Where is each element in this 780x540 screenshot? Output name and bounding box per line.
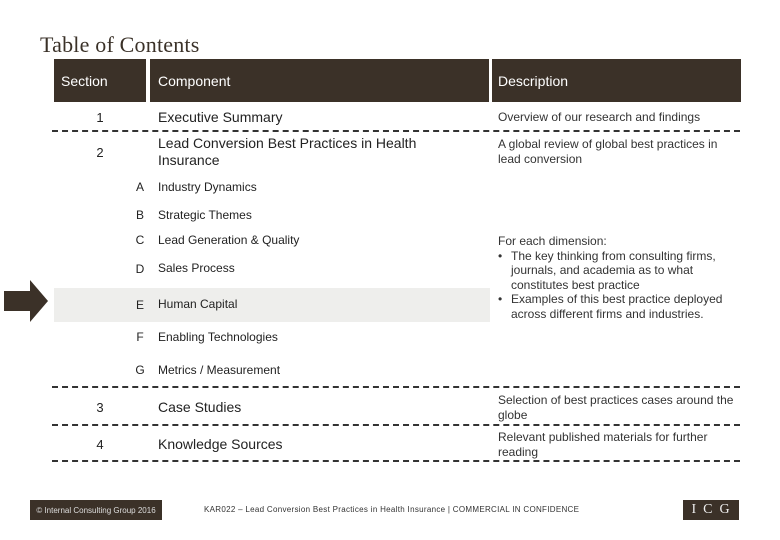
page-title: Table of Contents (40, 32, 200, 57)
subsection-label: Human Capital (158, 297, 238, 311)
subsection-label: Sales Process (158, 261, 235, 275)
row-4-description: Relevant published materials for further reading (498, 430, 708, 459)
icg-logo: ICG (683, 500, 739, 520)
subsection-label: Enabling Technologies (158, 330, 278, 344)
divider (52, 386, 740, 388)
row-4-number: 4 (96, 437, 104, 452)
subsection-label: Lead Generation & Quality (158, 233, 300, 247)
footer-document-text: KAR022 – Lead Conversion Best Practices in Health Insurance | COMMERCIAL IN CONFIDENCE (204, 505, 580, 514)
footer-copyright: © Internal Consulting Group 2016 (30, 500, 162, 520)
subsection-letter: C (135, 233, 145, 247)
subsection-letter: G (135, 363, 145, 377)
dimension-intro: For each dimension: (498, 234, 607, 248)
row-1-description: Overview of our research and findings (498, 110, 701, 124)
dimension-bullet: • The key thinking from consulting firms, journals, and academia as to what constitutes best practice (498, 249, 738, 293)
row-1-component: Executive Summary (158, 109, 283, 125)
subsection-label: Strategic Themes (158, 208, 252, 222)
current-subsection-highlight (54, 288, 490, 322)
row-4-component: Knowledge Sources (158, 436, 283, 452)
row-1-number: 1 (96, 110, 104, 125)
header-section: Section (54, 59, 146, 102)
divider (52, 424, 740, 426)
row-2-number: 2 (96, 145, 104, 160)
row-3-component: Case Studies (158, 399, 242, 415)
dimension-description (498, 234, 738, 321)
row-2-description: A global review of global best practices in lead conversion (498, 137, 718, 166)
subsection-letter: D (135, 262, 145, 276)
row-3-number: 3 (96, 400, 104, 415)
subsection-label: Industry Dynamics (158, 180, 257, 194)
subsection-letter: B (135, 208, 144, 222)
divider (52, 460, 740, 462)
divider (52, 130, 740, 132)
header-description: Description (492, 59, 741, 102)
current-section-arrow-icon (4, 280, 48, 322)
subsection-label: Metrics / Measurement (158, 363, 281, 377)
subsection-letter: F (136, 330, 144, 344)
row-3-description: Selection of best practices cases around the globe (498, 393, 734, 422)
row-2-component: Lead Conversion Best Practices in Health Insurance (158, 135, 417, 168)
subsection-letter: E (135, 298, 144, 312)
subsection-letter: A (135, 180, 144, 194)
dimension-bullet: • Examples of this best practice deployed across different firms and industries. (498, 292, 738, 321)
header-component: Component (150, 59, 489, 102)
